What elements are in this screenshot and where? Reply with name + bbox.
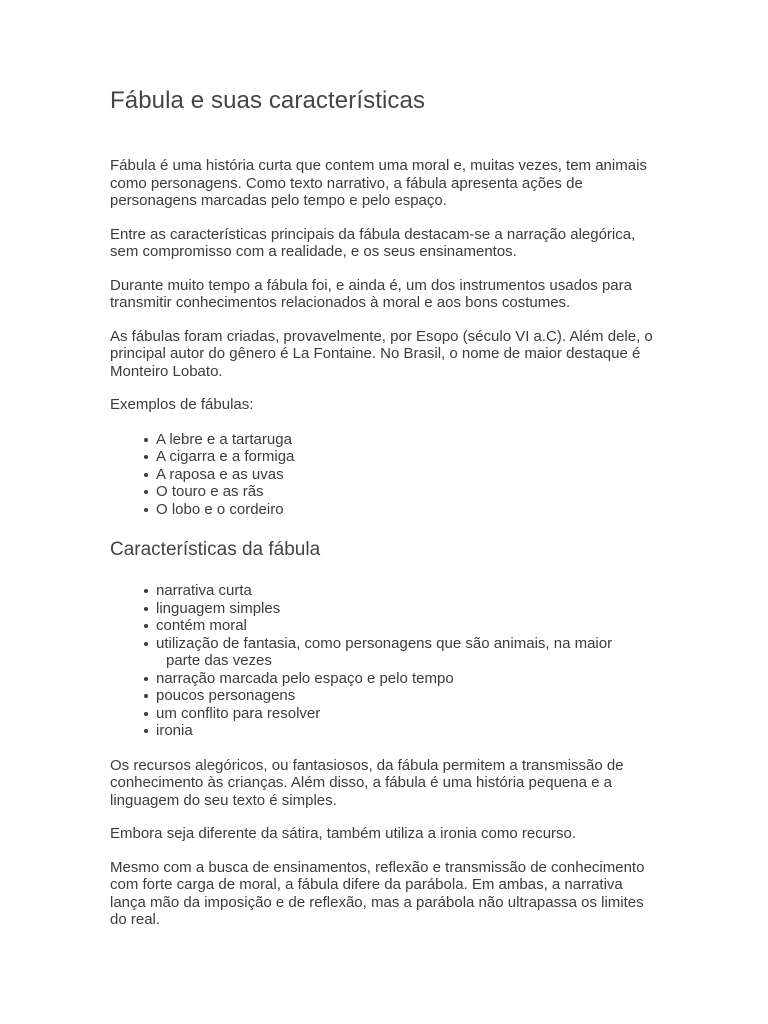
list-item (156, 635, 660, 670)
examples-list (110, 431, 660, 519)
document-page (110, 86, 660, 929)
list-item: O touro e as rãs (156, 483, 660, 501)
intro-paragraph-1: Fábula é uma história curta que contem uma moral e, muitas vezes, tem animais como personagens. Como texto narrativo, a fábula apresenta ações de personagens marcadas pelo tempo e pelo espaço. (110, 157, 647, 209)
list-item: contém moral (156, 617, 660, 635)
list-item: um conflito para resolver (156, 705, 660, 723)
list-item: A cigarra e a formiga (156, 448, 660, 466)
examples-label: Exemplos de fábulas: (110, 396, 254, 413)
intro-paragraph-4: As fábulas foram criadas, provavelmente, por Esopo (século VI a.C). Além dele, o principal autor do gênero é La Fontaine. No Brasil, o nome de maior destaque é Monteiro Lobato. (110, 327, 653, 380)
list-item: narrativa curta (156, 582, 660, 600)
section-heading: Características da fábula (110, 539, 321, 560)
closing-paragraph-2: Embora seja diferente da sátira, também utiliza a ironia como recurso. (110, 825, 577, 842)
closing-paragraph-3: Mesmo com a busca de ensinamentos, reflexão e transmissão de conhecimento com forte carga de moral, a fábula difere da parábola. Em ambas, a narrativa lança mão da imposição e de reflexão, mas a parábola não ultrapassa os limites do real. (110, 858, 645, 928)
intro-paragraph-3: Durante muito tempo a fábula foi, e ainda é, um dos instrumentos usados para transmitir conhecimentos relacionados à moral e aos bons costumes. (110, 276, 632, 311)
list-item: ironia (156, 722, 660, 740)
list-item-text-continuation: parte das vezes (166, 652, 272, 669)
page-title: Fábula e suas características (110, 87, 426, 114)
list-item: narração marcada pelo espaço e pelo tempo (156, 670, 660, 688)
list-item: A lebre e a tartaruga (156, 431, 660, 449)
list-item: A raposa e as uvas (156, 466, 660, 484)
intro-paragraph-2: Entre as características principais da fábula destacam-se a narração alegórica, sem compromisso com a realidade, e os seus ensinamentos. (110, 225, 636, 260)
closing-paragraph-1: Os recursos alegóricos, ou fantasiosos, da fábula permitem a transmissão de conhecimento às crianças. Além disso, a fábula é uma história pequena e a linguagem do seu texto é simples. (110, 756, 624, 809)
list-item-text: utilização de fantasia, como personagens que são animais, na maior (156, 634, 613, 652)
characteristics-list (110, 582, 660, 740)
list-item: O lobo e o cordeiro (156, 501, 660, 519)
list-item: linguagem simples (156, 600, 660, 618)
list-item: poucos personagens (156, 687, 660, 705)
